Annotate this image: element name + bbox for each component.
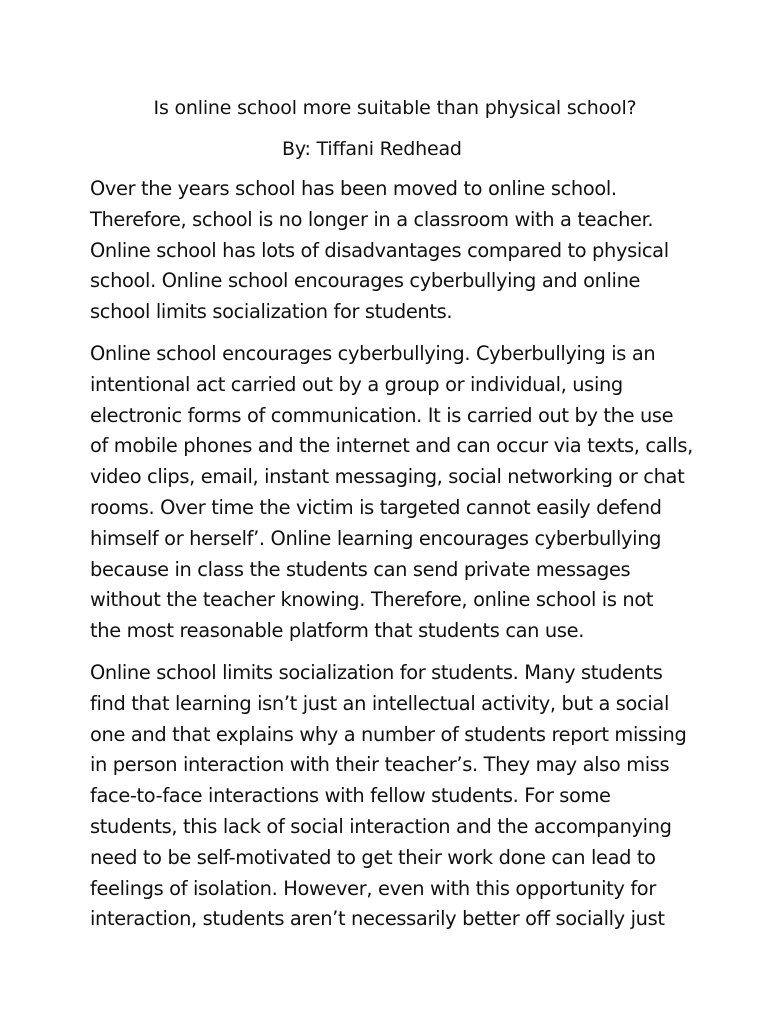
text-line: interaction, students aren’t necessarily better off socially just xyxy=(90,907,665,931)
text-line: electronic forms of communication. It is carried out by the use xyxy=(90,403,674,427)
text-line: himself or herself’. Online learning encourages cyberbullying xyxy=(90,526,662,550)
text-line: Over the years school has been moved to online school. xyxy=(90,177,617,200)
text-line: of mobile phones and the internet and can occur via texts, calls, xyxy=(90,434,693,458)
text-line: school. Online school encourages cyberbullying and online xyxy=(90,269,641,293)
text-line: school limits socialization for students. xyxy=(90,300,453,324)
text-line: intentional act carried out by a group or individual, using xyxy=(90,372,623,396)
text-line: the most reasonable platform that students can use. xyxy=(90,619,585,643)
paragraph-socialization xyxy=(90,658,690,935)
paragraph-cyberbullying xyxy=(90,339,693,647)
text-line: because in class the students can send private messages xyxy=(90,557,631,581)
text-line: find that learning isn’t just an intellectual activity, but a social xyxy=(90,691,669,715)
text-line: need to be self-motivated to get their work done can lead to xyxy=(90,845,656,869)
document-title: Is online school more suitable than physical school? xyxy=(153,97,637,119)
text-line: without the teacher knowing. Therefore, online school is not xyxy=(90,588,654,612)
paragraph-intro xyxy=(90,174,690,328)
document-author: By: Tiffani Redhead xyxy=(282,138,462,160)
text-line: in person interaction with their teacher’s. They may also miss xyxy=(90,753,670,777)
text-line: Online school has lots of disadvantages compared to physical xyxy=(90,238,669,262)
text-line: feelings of isolation. However, even with this opportunity for xyxy=(90,876,656,900)
text-line: Online school limits socialization for students. Many students xyxy=(90,660,663,684)
text-line: rooms. Over time the victim is targeted cannot easily defend xyxy=(90,495,662,519)
text-line: students, this lack of social interaction and the accompanying xyxy=(90,814,672,838)
text-line: Online school encourages cyberbullying. Cyberbullying is an xyxy=(90,341,656,365)
text-line: one and that explains why a number of students report missing xyxy=(90,722,687,746)
document-body xyxy=(90,174,693,946)
text-line: video clips, email, instant messaging, social networking or chat xyxy=(90,465,685,489)
text-line: face-to-face interactions with fellow students. For some xyxy=(90,784,611,808)
text-line: Therefore, school is no longer in a classroom with a teacher. xyxy=(90,207,654,231)
